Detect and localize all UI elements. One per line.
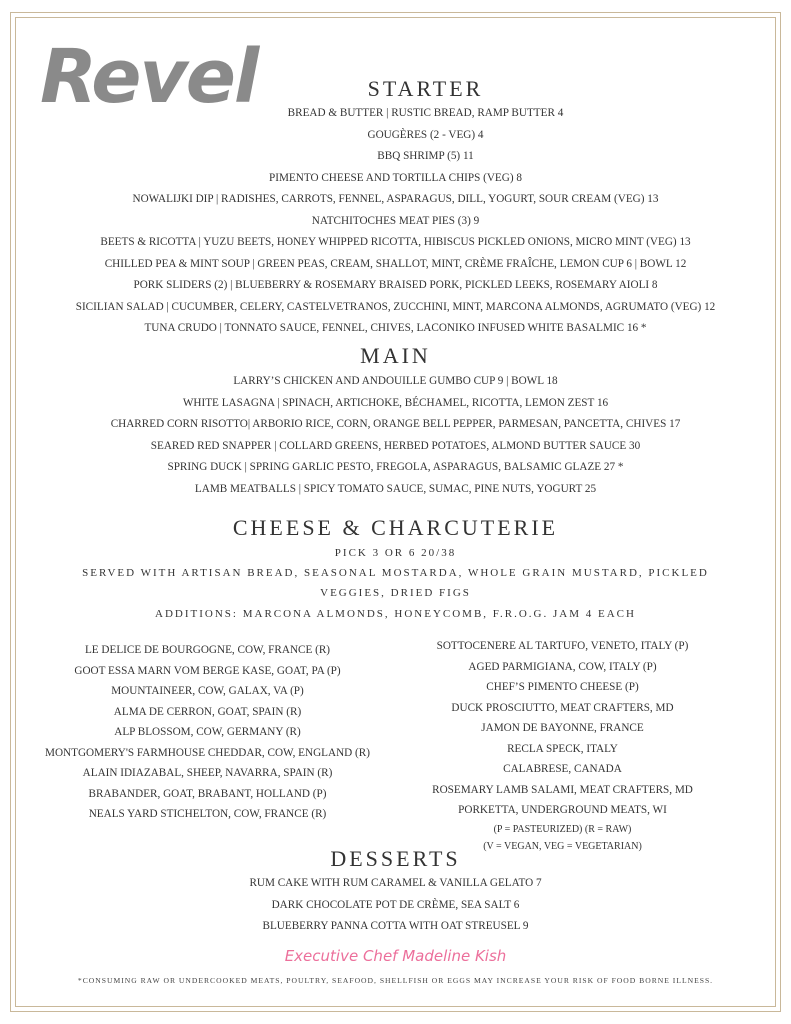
list-item: RECLA SPECK, ITALY <box>507 742 618 755</box>
disclaimer: *CONSUMING RAW OR UNDERCOOKED MEATS, POULTRY, SEAFOOD, SHELLFISH OR EGGS MAY INCREASE YOUR RISK OF FOOD BORNE ILLNESS. <box>77 976 714 985</box>
menu-item: GOUGÈRES (2 - VEG) 4 <box>367 128 484 141</box>
list-item: NEALS YARD STICHELTON, COW, FRANCE (R) <box>88 808 327 820</box>
starter-heading: STARTER <box>367 76 484 101</box>
cheese-served-1: SERVED WITH ARTISAN BREAD, SEASONAL MOSTARDA, WHOLE GRAIN MUSTARD, PICKLED <box>82 567 709 579</box>
menu-item: BEETS & RICOTTA | YUZU BEETS, HONEY WHIPPED RICOTTA, HIBISCUS PICKLED ONIONS, MICRO MINT (VEG) 13 <box>100 236 691 248</box>
list-item: JAMON DE BAYONNE, FRANCE <box>481 722 644 734</box>
desserts-heading: DESSERTS <box>330 846 461 871</box>
cheese-pick: PICK 3 OR 6 20/38 <box>334 547 457 559</box>
menu-item: BREAD & BUTTER | RUSTIC BREAD, RAMP BUTTER 4 <box>287 107 564 119</box>
list-item: ALAIN IDIAZABAL, SHEEP, NAVARRA, SPAIN (R) <box>82 767 333 779</box>
menu-item: CHILLED PEA & MINT SOUP | GREEN PEAS, CREAM, SHALLOT, MINT, CRÈME FRAÎCHE, LEMON CUP 6 | BOWL 12 <box>104 257 687 270</box>
list-item: ALP BLOSSOM, COW, GERMANY (R) <box>114 726 301 738</box>
revel-logo: Revel <box>40 34 258 120</box>
list-item: AGED PARMIGIANA, COW, ITALY (P) <box>468 660 657 673</box>
list-item: ROSEMARY LAMB SALAMI, MEAT CRAFTERS, MD <box>432 783 693 796</box>
menu-item: BLUEBERRY PANNA COTTA WITH OAT STREUSEL 9 <box>262 920 529 932</box>
cheese-heading: CHEESE & CHARCUTERIE <box>232 515 559 540</box>
main-heading: MAIN <box>360 343 431 368</box>
list-item: PORKETTA, UNDERGROUND MEATS, WI <box>458 804 667 816</box>
menu-item: RUM CAKE WITH RUM CARAMEL & VANILLA GELATO 7 <box>249 877 542 889</box>
menu-item: CHARRED CORN RISOTTO| ARBORIO RICE, CORN, ORANGE BELL PEPPER, PARMESAN, PANCETTA, CHIVES 17 <box>110 418 681 430</box>
menu-item: DARK CHOCOLATE POT DE CRÈME, SEA SALT 6 <box>271 898 520 911</box>
menu-item: SPRING DUCK | SPRING GARLIC PESTO, FREGOLA, ASPARAGUS, BALSAMIC GLAZE 27 * <box>167 461 624 473</box>
cheese-additions: ADDITIONS: MARCONA ALMONDS, HONEYCOMB, F.R.O.G. JAM 4 EACH <box>155 608 636 620</box>
menu-item: PORK SLIDERS (2) | BLUEBERRY & ROSEMARY BRAISED PORK, PICKLED LEEKS, ROSEMARY AIOLI 8 <box>133 279 658 291</box>
list-item: DUCK PROSCIUTTO, MEAT CRAFTERS, MD <box>451 701 674 714</box>
legend-vegan-vegetarian: (V = VEGAN, VEG = VEGETARIAN) <box>483 840 642 852</box>
list-item: SOTTOCENERE AL TARTUFO, VENETO, ITALY (P) <box>436 640 689 652</box>
desserts-list <box>0 873 791 938</box>
list-item: MOUNTAINEER, COW, GALAX, VA (P) <box>111 685 304 697</box>
menu-item: BBQ SHRIMP (5) 11 <box>377 150 474 162</box>
menu-item: SEARED RED SNAPPER | COLLARD GREENS, HERBED POTATOES, ALMOND BUTTER SAUCE 30 <box>150 439 641 452</box>
starter-list <box>0 103 791 340</box>
menu-item: LARRY’S CHICKEN AND ANDOUILLE GUMBO CUP 9 | BOWL 18 <box>233 375 558 387</box>
list-item: CHEF’S PIMENTO CHEESE (P) <box>486 681 639 693</box>
list-item: ALMA DE CERRON, GOAT, SPAIN (R) <box>113 705 302 718</box>
cheese-served-2: VEGGIES, DRIED FIGS <box>320 587 471 599</box>
cheese-list-left <box>5 640 410 825</box>
menu-item: PIMENTO CHEESE AND TORTILLA CHIPS (VEG) 8 <box>269 171 522 184</box>
menu-item: SICILIAN SALAD | CUCUMBER, CELERY, CASTELVETRANOS, ZUCCHINI, MINT, MARCONA ALMONDS, AGRUMATO (VEG) 12 <box>75 300 716 313</box>
list-item: LE DELICE DE BOURGOGNE, COW, FRANCE (R) <box>84 644 331 656</box>
menu-item: LAMB MEATBALLS | SPICY TOMATO SAUCE, SUMAC, PINE NUTS, YOGURT 25 <box>194 482 597 495</box>
menu-item: NOWALIJKI DIP | RADISHES, CARROTS, FENNEL, ASPARAGUS, DILL, YOGURT, SOUR CREAM (VEG) 13 <box>132 193 659 205</box>
chef-signature: Executive Chef Madeline Kish <box>284 947 507 965</box>
list-item: GOOT ESSA MARN VOM BERGE KASE, GOAT, PA (P) <box>74 664 341 677</box>
menu-item: WHITE LASAGNA | SPINACH, ARTICHOKE, BÉCHAMEL, RICOTTA, LEMON ZEST 16 <box>182 396 609 409</box>
menu-item: TUNA CRUDO | TONNATO SAUCE, FENNEL, CHIVES, LACONIKO INFUSED WHITE BASALMIC 16 * <box>144 322 647 334</box>
main-list <box>0 371 791 500</box>
list-item: BRABANDER, GOAT, BRABANT, HOLLAND (P) <box>88 787 327 800</box>
legend-pasteurized-raw: (P = PASTEURIZED) (R = RAW) <box>493 823 632 835</box>
list-item: MONTGOMERY'S FARMHOUSE CHEDDAR, COW, ENGLAND (R) <box>45 746 370 759</box>
list-item: CALABRESE, CANADA <box>503 763 622 775</box>
cheese-list-right <box>410 636 715 855</box>
menu-item: NATCHITOCHES MEAT PIES (3) 9 <box>311 214 480 227</box>
